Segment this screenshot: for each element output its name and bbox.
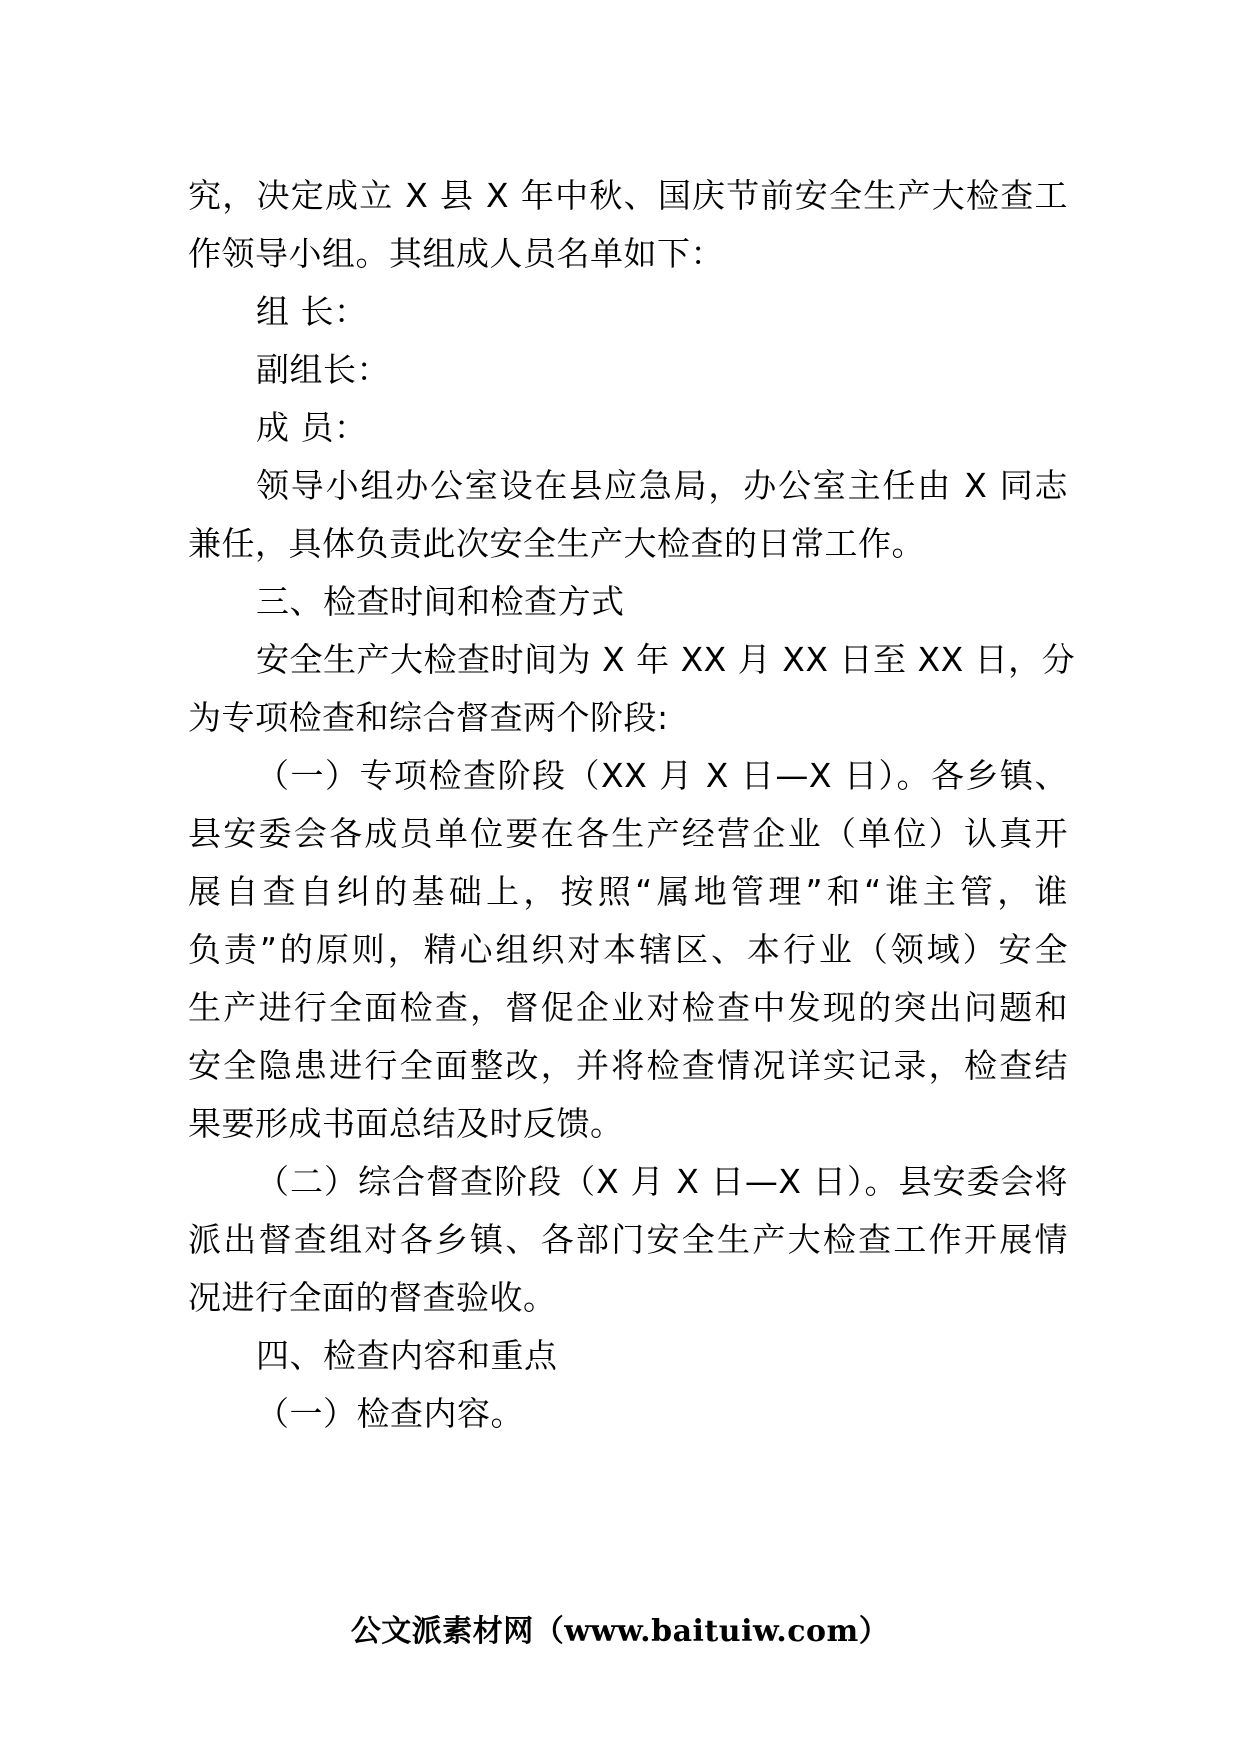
body-line: 生产进行全面检查，督促企业对检查中发现的突出问题和 — [188, 988, 1068, 1027]
body-line: 果要形成书面总结及时反馈。 — [188, 1104, 624, 1143]
body-line: 安全生产大检查时间为 X 年 XX 月 XX 日至 XX 日，分 — [256, 640, 1076, 679]
body-line: （一）专项检查阶段（XX 月 X 日—X 日）。各乡镇、 — [256, 756, 1068, 795]
deputy-leader-label: 副组长： — [256, 350, 390, 389]
body-line: 展自查自纠的基础上，按照“属地管理”和“谁主管，谁 — [188, 872, 1068, 911]
body-line: 作领导小组。其组成人员名单如下： — [188, 234, 724, 273]
body-line: 兼任，具体负责此次安全生产大检查的日常工作。 — [188, 524, 925, 563]
body-line: 究，决定成立 X 县 X 年中秋、国庆节前安全生产大检查工 — [188, 176, 1068, 215]
footer-source-text: 公文派素材网（www.baituiw.com） — [350, 1614, 890, 1649]
body-line: 领导小组办公室设在县应急局，办公室主任由 X 同志 — [256, 466, 1068, 505]
section-heading: 三、检查时间和检查方式 — [256, 582, 625, 621]
body-line: （二）综合督查阶段（X 月 X 日—X 日）。县安委会将 — [256, 1162, 1068, 1201]
body-line: 况进行全面的督查验收。 — [188, 1278, 557, 1317]
section-heading: 四、检查内容和重点 — [256, 1336, 558, 1375]
body-line: 派出督查组对各乡镇、各部门安全生产大检查工作开展情 — [188, 1220, 1068, 1259]
body-line: 县安委会各成员单位要在各生产经营企业（单位）认真开 — [188, 814, 1068, 853]
subsection-heading: （一）检查内容。 — [256, 1394, 524, 1433]
body-line: 安全隐患进行全面整改，并将检查情况详实记录，检查结 — [188, 1046, 1068, 1085]
group-leader-label: 组 长： — [256, 292, 368, 331]
body-line: 负责”的原则，精心组织对本辖区、本行业（领域）安全 — [188, 930, 1068, 969]
members-label: 成 员： — [256, 408, 368, 447]
body-line: 为专项检查和综合督查两个阶段: — [188, 698, 669, 737]
